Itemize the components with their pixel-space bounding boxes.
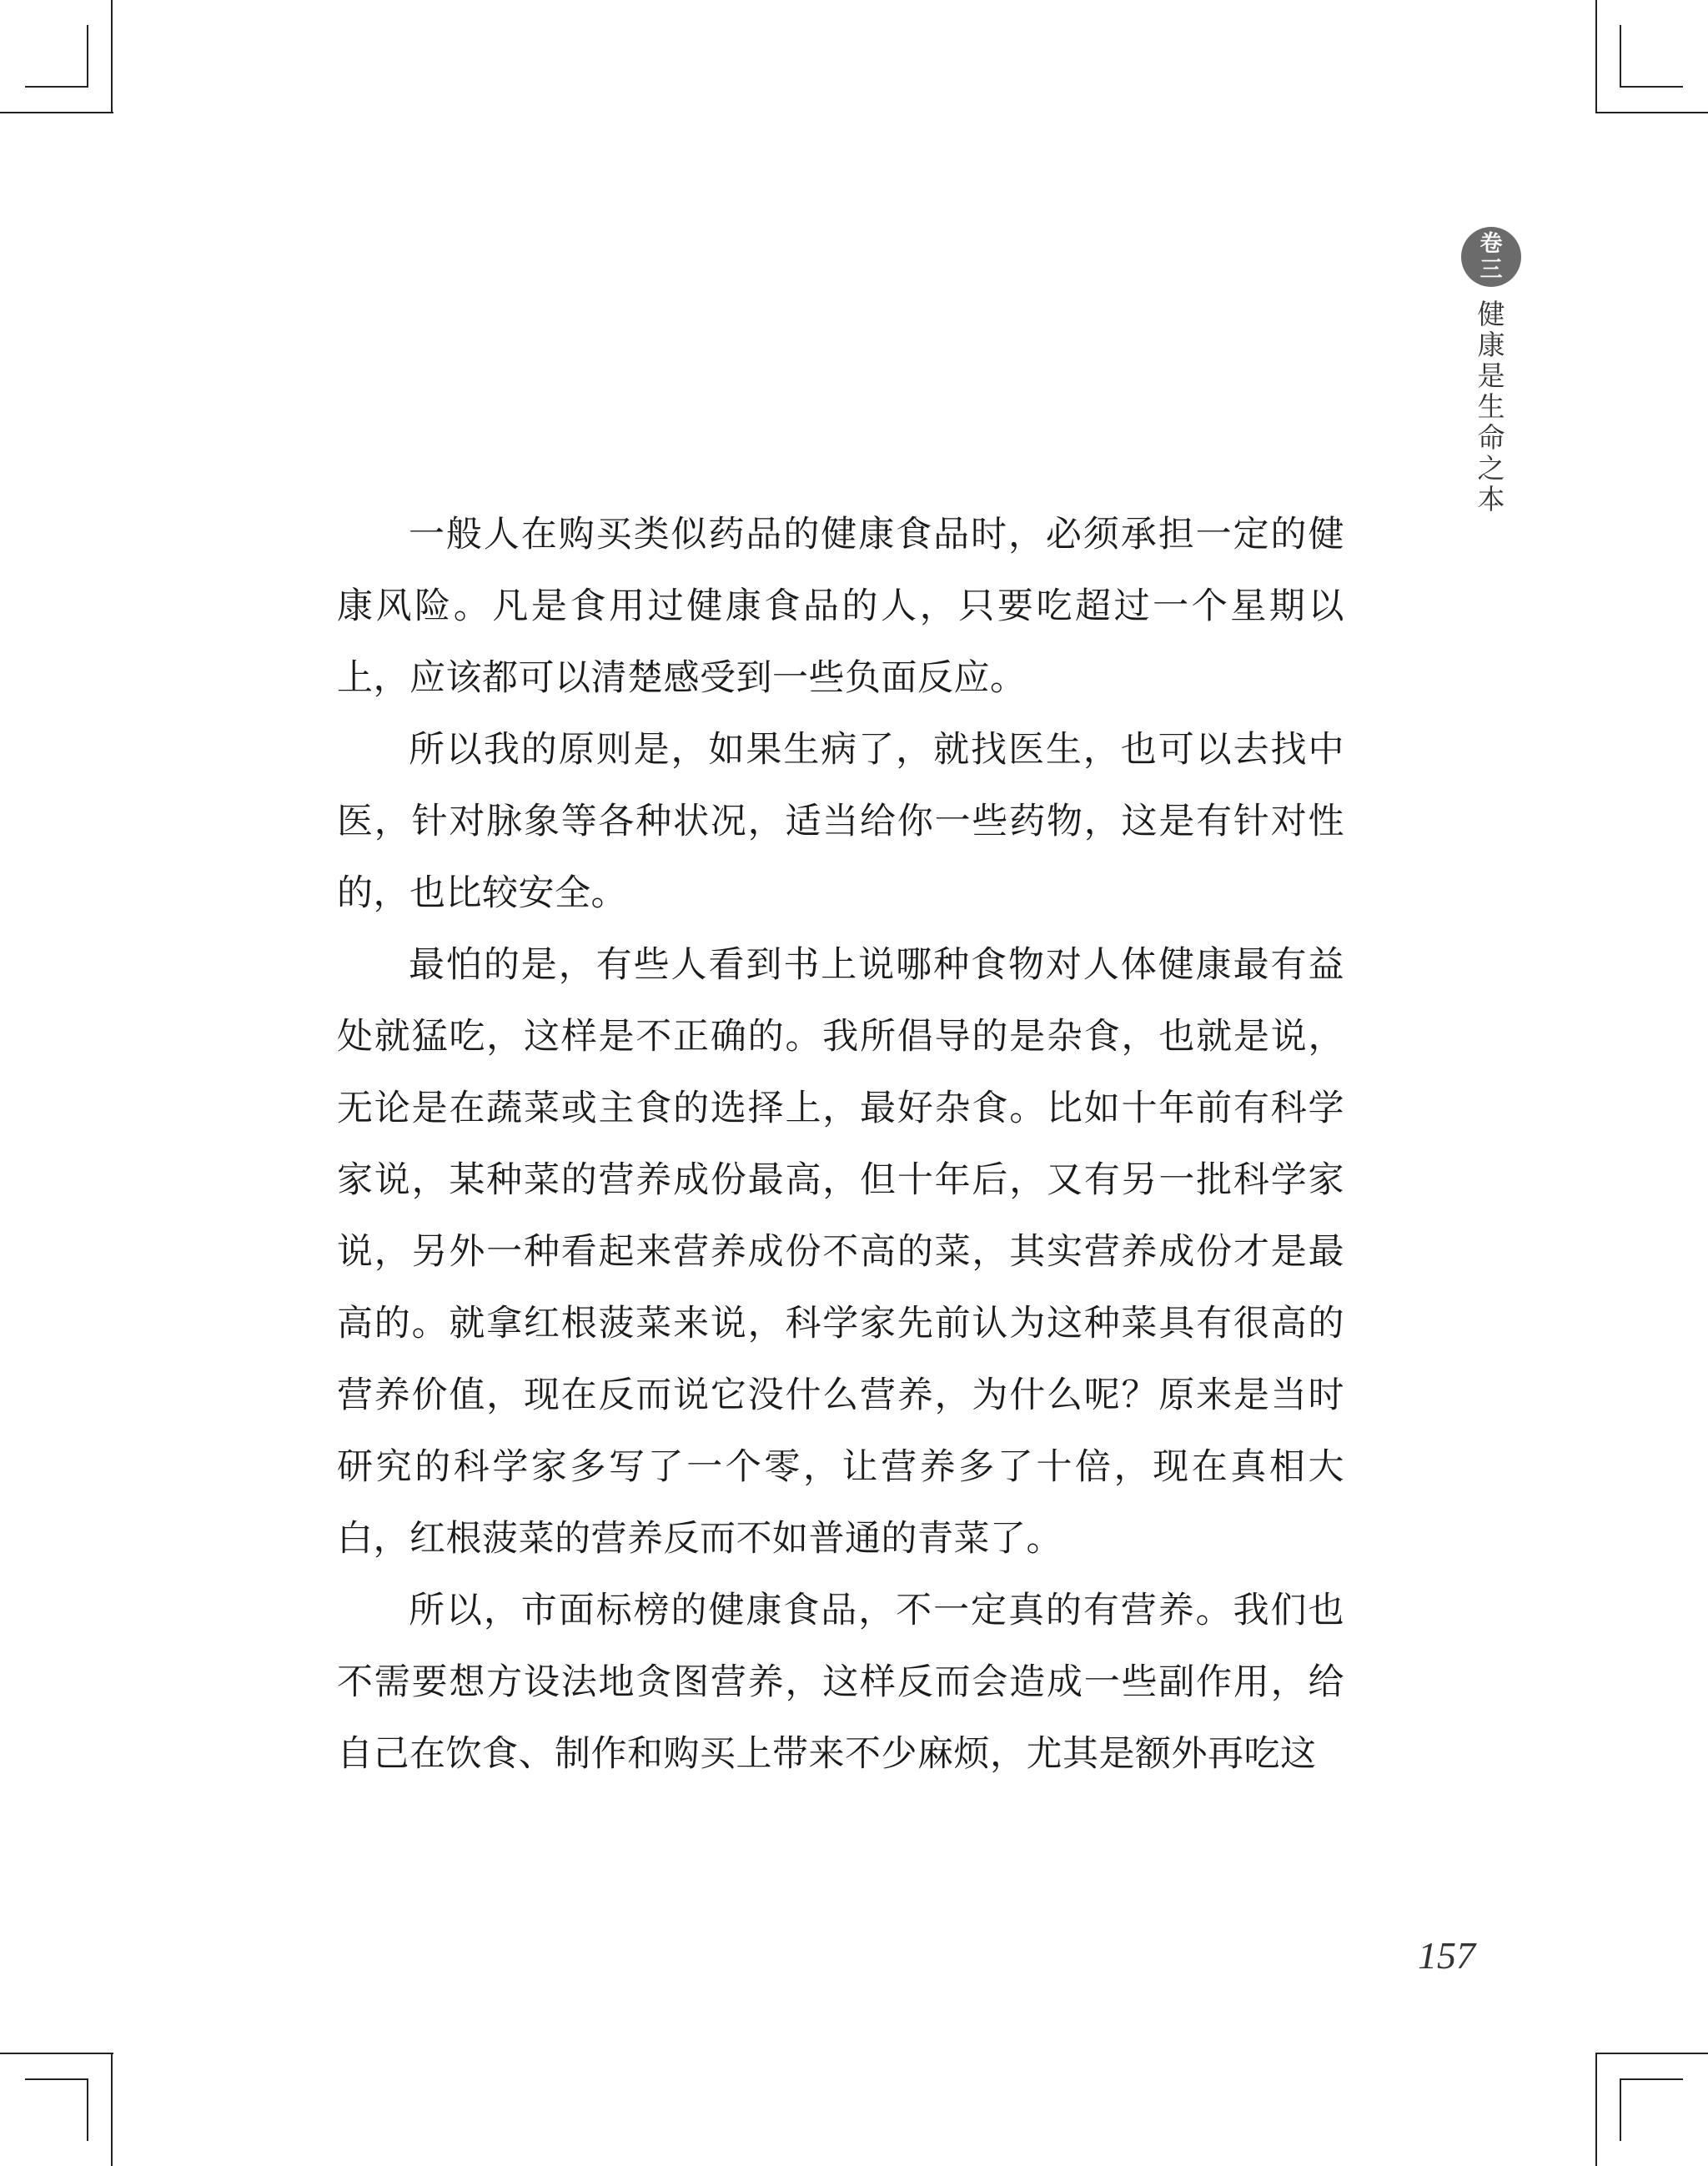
crop-mark-top-right-outer-v	[1620, 25, 1621, 88]
crop-mark-top-right-horizontal	[1595, 112, 1708, 113]
crop-mark-bottom-left-outer	[25, 2078, 88, 2080]
crop-mark-top-left-vertical	[111, 0, 113, 113]
crop-mark-bottom-right-outer-v	[1620, 2078, 1621, 2141]
crop-mark-bottom-right-vertical	[1595, 2053, 1597, 2166]
volume-title-char: 康	[1477, 329, 1505, 361]
crop-mark-top-right-vertical	[1595, 0, 1597, 113]
volume-char: 三	[1479, 257, 1503, 283]
volume-title	[1469, 299, 1513, 515]
paragraph: 一般人在购买类似药品的健康食品时，必须承担一定的健康风险。凡是食用过健康食品的人，只要吃超过一个星期以上，应该都可以清楚感受到一些负面反应。	[337, 514, 1344, 699]
volume-badge	[1461, 227, 1521, 287]
volume-title-char: 健	[1477, 298, 1505, 330]
volume-title-char: 之	[1477, 452, 1505, 485]
page-number: 157	[1418, 1934, 1475, 1977]
crop-mark-top-left-outer	[25, 86, 88, 88]
crop-mark-bottom-left-outer-v	[87, 2078, 88, 2141]
crop-mark-bottom-right-horizontal	[1595, 2053, 1708, 2054]
body-text	[337, 499, 1344, 1790]
crop-mark-top-left-outer-v	[87, 25, 88, 88]
crop-mark-top-left-horizontal	[0, 112, 113, 113]
paragraph: 最怕的是，有些人看到书上说哪种食物对人体健康最有益处就猛吃，这样是不正确的。我所倡导的是杂食，也就是说，无论是在蔬菜或主食的选择上，最好杂食。比如十年前有科学家说，某种菜的营养成份最高，但十年后，又有另一批科学家说，另外一种看起来营养成份不高的菜，其实营养成份才是最高的。就拿红根菠菜来说，科学家先前认为这种菜具有很高的营养价值，现在反而说它没什么营养，为什么呢？原来是当时研究的科学家多写了一个零，让营养多了十倍，现在真相大白，红根菠菜的营养反而不如普通的青菜了。	[337, 944, 1344, 1560]
crop-mark-bottom-left-vertical	[111, 2053, 113, 2166]
volume-title-char: 命	[1477, 421, 1505, 454]
volume-title-char: 本	[1477, 483, 1505, 515]
crop-mark-bottom-left-horizontal	[0, 2053, 113, 2054]
volume-title-char: 是	[1477, 359, 1505, 392]
volume-char: 卷	[1479, 231, 1503, 257]
crop-mark-top-right-outer	[1620, 86, 1683, 88]
paragraph: 所以我的原则是，如果生病了，就找医生，也可以去找中医，针对脉象等各种状况，适当给你一些药物，这是有针对性的，也比较安全。	[337, 729, 1344, 914]
volume-title-char: 生	[1477, 390, 1505, 423]
paragraph: 所以，市面标榜的健康食品，不一定真的有营养。我们也不需要想方设法地贪图营养，这样反而会造成一些副作用，给自己在饮食、制作和购买上带来不少麻烦，尤其是额外再吃这	[337, 1590, 1344, 1775]
crop-mark-bottom-right-outer	[1620, 2078, 1683, 2080]
